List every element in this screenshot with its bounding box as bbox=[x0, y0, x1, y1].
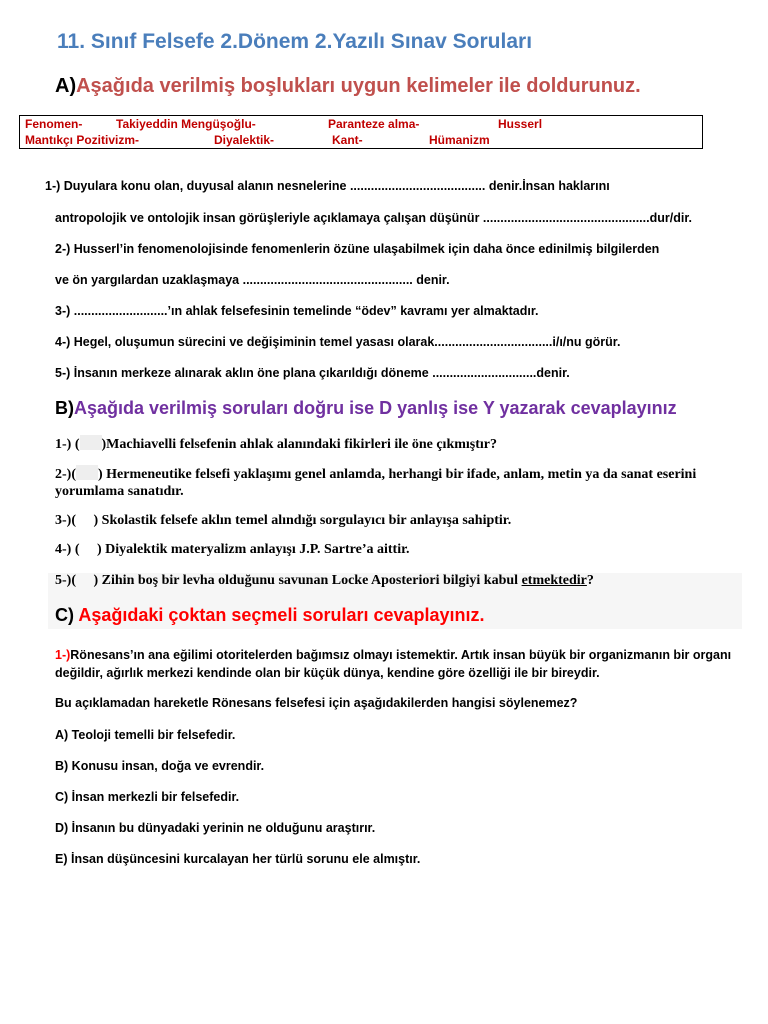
item-text: Zihin boş bir levha olduğunu savunan Locke Aposteriori bilgiyi kabul bbox=[101, 573, 519, 588]
mc-question-line: değildir, ağırlık merkezi kendinde olan bir küçük dünya, kendine göre özelliği ile bir bireydir. bbox=[55, 666, 600, 680]
section-b-title: Aşağıda verilmiş soruları doğru ise D yanlış ise Y yazarak cevaplayınız bbox=[74, 398, 677, 418]
mc-option-c: C) İnsan merkezli bir felsefedir. bbox=[55, 790, 240, 804]
true-false-item-continuation: yorumlama sanatıdır. bbox=[55, 484, 184, 499]
fill-question-line: ve ön yargılardan uzaklaşmaya ................................................. denir. bbox=[55, 273, 450, 287]
fill-question-line: 3-) ...........................’ın ahlak felsefesinin temelinde “ödev” kavramı yer almaktadır. bbox=[55, 304, 539, 318]
word-bank-item: Hümanizm bbox=[429, 133, 490, 147]
item-text: Diyalektik materyalizm anlayışı J.P. Sartre’a aittir. bbox=[105, 542, 410, 557]
word-bank-item: Fenomen- bbox=[25, 117, 83, 131]
item-text-underlined: etmektedir bbox=[521, 573, 587, 588]
section-a-letter: A) bbox=[55, 75, 77, 97]
item-text: Skolastik felsefe aklın temel alındığı sorgulayıcı bir anlayışa sahiptir. bbox=[101, 513, 512, 528]
item-number: 3-)( bbox=[55, 513, 76, 528]
section-c-heading bbox=[55, 605, 485, 626]
true-false-item bbox=[55, 573, 594, 589]
mc-option-a: A) Teoloji temelli bir felsefedir. bbox=[55, 728, 236, 742]
item-text-end: ? bbox=[586, 573, 594, 588]
section-a-title: Aşağıda verilmiş boşlukları uygun kelimeler ile doldurunuz. bbox=[76, 75, 641, 97]
true-false-item bbox=[55, 513, 511, 529]
question-text: Rönesans’ın ana eğilimi otoritelerden bağımsız olmayı istemektir. Artık insan büyük bir organizmanın bir organı bbox=[70, 648, 732, 662]
word-bank-item: Diyalektik- bbox=[214, 133, 275, 147]
fill-question-line: 5-) İnsanın merkeze alınarak aklın öne plana çıkarıldığı döneme ..............................denir. bbox=[55, 366, 570, 380]
fill-question-line: 1-) Duyulara konu olan, duyusal alanın nesnelerine ....................................... denir.İnsan haklarını bbox=[45, 179, 610, 193]
item-close-paren: ) bbox=[97, 542, 102, 557]
fill-question-line: 4-) Hegel, oluşumun sürecini ve değişiminin temel yasası olarak..................................i/ı/nu görür. bbox=[55, 335, 621, 349]
word-bank-item: Takiyeddin Mengüşoğlu- bbox=[116, 117, 256, 131]
section-c-letter: C) bbox=[55, 605, 74, 625]
item-number: 1-) ( bbox=[55, 437, 80, 452]
item-text: Machiavelli felsefenin ahlak alanındaki fikirleri ile öne çıkmıştır? bbox=[106, 437, 497, 452]
true-false-item bbox=[55, 435, 497, 453]
item-number: 4-) ( bbox=[55, 542, 80, 557]
section-c-title: Aşağıdaki çoktan seçmeli soruları cevaplayınız. bbox=[78, 605, 485, 625]
fill-question-line: 2-) Husserl’in fenomenolojisinde fenomenlerin özüne ulaşabilmek için daha önce edinilmiş bilgilerden bbox=[55, 242, 660, 256]
section-a-heading bbox=[55, 75, 641, 98]
question-number: 1-) bbox=[55, 648, 71, 662]
mc-option-e: E) İnsan düşüncesini kurcalayan her türlü sorunu ele almıştır. bbox=[55, 852, 421, 866]
word-bank bbox=[19, 115, 703, 149]
section-b-letter: B) bbox=[55, 398, 74, 418]
true-false-item bbox=[55, 542, 410, 558]
item-text: Hermeneutike felsefi yaklaşımı genel anlamda, herhangi bir ifade, anlam, metin ya da sanat eserini bbox=[106, 467, 697, 482]
word-bank-item: Kant- bbox=[332, 133, 363, 147]
item-number: 2-)( bbox=[55, 467, 76, 482]
item-number: 5-)( bbox=[55, 573, 76, 588]
section-b-heading bbox=[55, 398, 677, 419]
answer-blank[interactable] bbox=[76, 465, 98, 480]
true-false-item bbox=[55, 465, 696, 483]
page-title: 11. Sınıf Felsefe 2.Dönem 2.Yazılı Sınav Soruları bbox=[57, 30, 533, 53]
word-bank-item: Mantıkçı Pozitivizm- bbox=[25, 133, 140, 147]
item-close-paren: ) bbox=[98, 467, 103, 482]
mc-question-line bbox=[55, 648, 731, 662]
word-bank-item: Husserl bbox=[498, 117, 543, 131]
item-close-paren: ) bbox=[93, 573, 99, 588]
item-close-paren: ) bbox=[101, 437, 107, 452]
answer-blank[interactable] bbox=[80, 435, 102, 450]
word-bank-item: Paranteze alma- bbox=[328, 117, 420, 131]
fill-question-line: antropolojik ve ontolojik insan görüşleriyle açıklamaya çalışan düşünür ................................................dur/dir. bbox=[55, 211, 692, 225]
mc-question-stem: Bu açıklamadan hareketle Rönesans felsefesi için aşağıdakilerden hangisi söylenemez? bbox=[55, 696, 578, 710]
item-close-paren: ) bbox=[93, 513, 99, 528]
mc-option-b: B) Konusu insan, doğa ve evrendir. bbox=[55, 759, 265, 773]
mc-option-d: D) İnsanın bu dünyadaki yerinin ne olduğunu araştırır. bbox=[55, 821, 376, 835]
